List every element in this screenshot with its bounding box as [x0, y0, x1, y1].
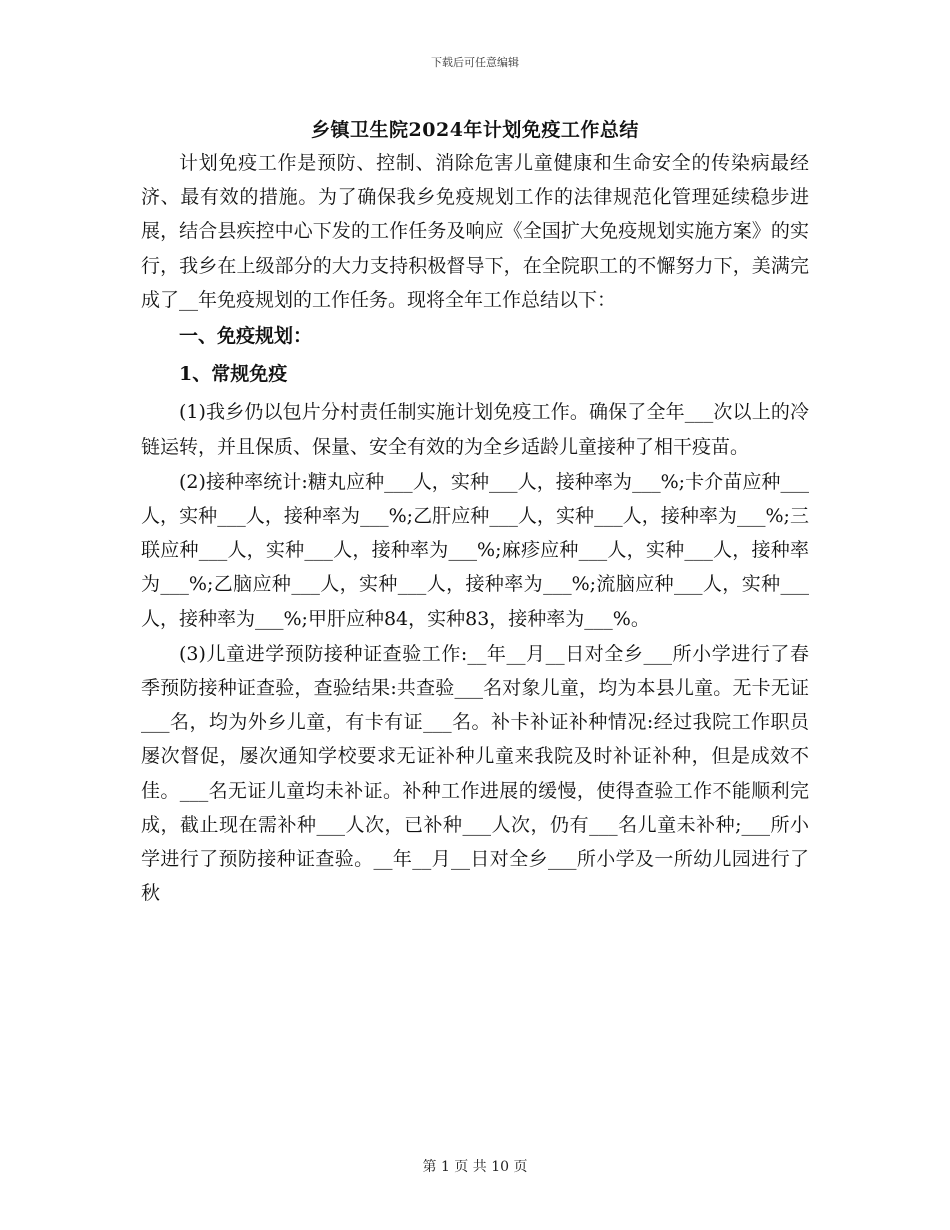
paragraph-item-3: (3)儿童进学预防接种证查验工作:__年__月__日对全乡___所小学进行了春季预防接种证查验，查验结果:共查验___名对象儿童，均为本县儿童。无卡无证___名，均为外乡儿童，有卡有证___名。补卡补证补种情况:经过我院工作职员屡次督促，屡次通知学校要求无证补种儿童来我院及时补证补种，但是成效不佳。___名无证儿童均未补证。补种工作进展的缓慢，使得查验工作不能顺利完成，截止现在需补种___人次，已补种___人次，仍有___名儿童未补种;___所小学进行了预防接种证查验。__年__月__日对全乡___所小学及一所幼儿园进行了秋 — [141, 642, 809, 905]
document-title: 乡镇卫生院2024年计划免疫工作总结 — [311, 119, 639, 141]
subsection-heading-routine-immunization: 1、常规免疫 — [179, 363, 288, 386]
paragraph-intro: 计划免疫工作是预防、控制、消除危害儿童健康和生命安全的传染病最经济、最有效的措施。为了确保我乡免疫规划工作的法律规范化管理延续稳步进展，结合县疾控中心下发的工作任务及响应《全国扩大免疫规划实施方案》的实行，我乡在上级部分的大力支持积极督导下，在全院职工的不懈努力下，美满完成了__年免疫规划的工作任务。现将全年工作总结以下： — [141, 152, 809, 311]
section-heading-immunization-plan: 一、免疫规划： — [179, 325, 313, 348]
header-note: 下载后可任意编辑 — [431, 56, 519, 69]
paragraph-item-2: (2)接种率统计:糖丸应种___人，实种___人，接种率为___%;卡介苗应种___人，实种___人，接种率为___%;乙肝应种___人，实种___人，接种率为___%;三联应种___人，实种___人，接种率为___%;麻疹应种___人，实种___人，接种率为___%;乙脑应种___人，实种___人，接种率为___%;流脑应种___人，实种___人，接种率为___%;甲肝应种84，实种83，接种率为___%。 — [141, 470, 809, 630]
document-body — [141, 146, 809, 911]
paragraph-item-1: (1)我乡仍以包片分村责任制实施计划免疫工作。确保了全年___次以上的冷链运转，并且保质、保量、安全有效的为全乡适龄儿童接种了相干疫苗。 — [141, 401, 809, 458]
page-footer: 第 1 页 共 10 页 — [422, 1159, 528, 1175]
